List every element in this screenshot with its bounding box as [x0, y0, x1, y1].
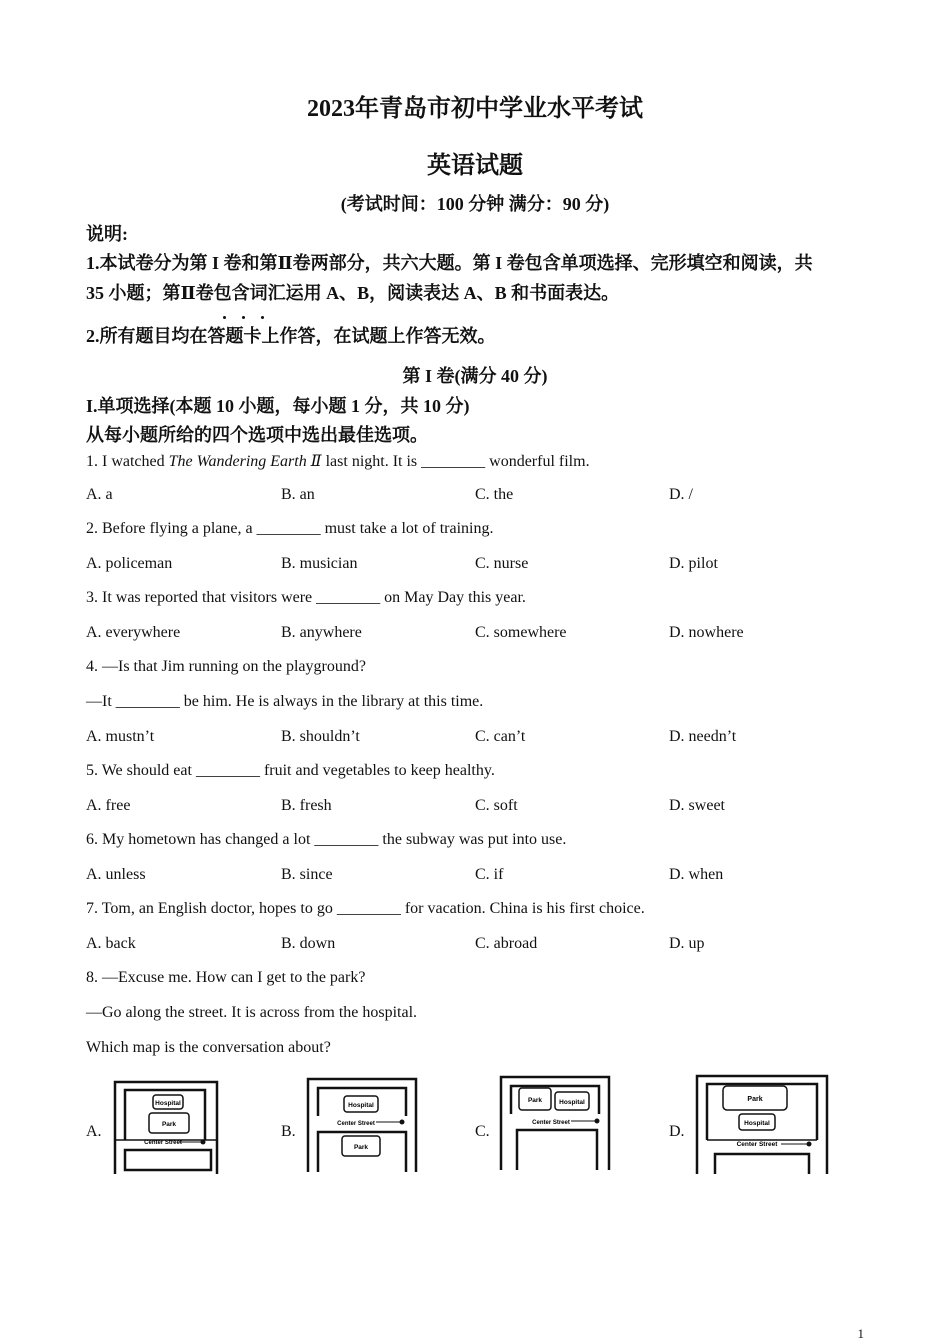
subject-title: 英语试题 — [427, 153, 523, 179]
q2-option-d[interactable]: D. pilot — [669, 555, 718, 572]
q2-option-c[interactable]: C. nurse — [475, 555, 529, 572]
question-4-stem: 4. —Is that Jim running on the playground? — [86, 658, 366, 675]
q7-option-a[interactable]: A. back — [86, 935, 136, 952]
question-3-stem: 3. It was reported that visitors were ________ on May Day this year. — [86, 589, 526, 606]
exam-info: (考试时间：100 分钟 满分：90 分) — [340, 194, 610, 214]
park-label: Park — [353, 1144, 369, 1151]
street-label: Center Street — [337, 1121, 375, 1127]
question-7-stem: 7. Tom, an English doctor, hopes to go ________ for vacation. China is his first choice. — [86, 900, 645, 917]
street-label: Center Street — [736, 1141, 778, 1148]
q8-option-b-label[interactable]: B. — [281, 1123, 296, 1140]
q2-option-a[interactable]: A. policeman — [86, 555, 173, 572]
instruction-1-line-1: 1.本试卷分为第 I 卷和第Ⅱ卷两部分，共六大题。第 I 卷包含单项选择、完形填空和阅读，共 — [86, 253, 813, 273]
section-title: 第 I 卷(满分 40 分) — [402, 366, 548, 386]
q3-option-a[interactable]: A. everywhere — [86, 624, 181, 641]
q8-map-c[interactable] — [497, 1074, 615, 1172]
question-4-stem-2: —It ________ be him. He is always in the library at this time. — [86, 693, 484, 710]
q8-map-b[interactable] — [302, 1076, 420, 1174]
q8-option-c-label[interactable]: C. — [475, 1123, 490, 1140]
hospital-label: Hospital — [744, 1120, 770, 1127]
q1-option-a[interactable]: A. a — [86, 486, 113, 503]
question-1-stem: 1. I watched The Wandering Earth Ⅱ last night. It is ________ wonderful film. — [86, 453, 590, 470]
page-number: 1 — [857, 1326, 864, 1341]
instruction-1-line-2: 35 小题；第Ⅱ卷包含词汇运用 A、B，阅读表达 A、B 和书面表达。 — [86, 283, 620, 303]
q4-option-a[interactable]: A. mustn’t — [86, 728, 155, 745]
question-8-stem-3: Which map is the conversation about? — [86, 1039, 331, 1056]
q1-option-d[interactable]: D. / — [669, 486, 693, 503]
q5-option-d[interactable]: D. sweet — [669, 797, 725, 814]
q4-option-d[interactable]: D. needn’t — [669, 728, 737, 745]
q6-option-d[interactable]: D. when — [669, 866, 724, 883]
park-label: Park — [747, 1096, 763, 1103]
park-label: Park — [161, 1121, 177, 1128]
q7-option-b[interactable]: B. down — [281, 935, 336, 952]
instruction-2: 2.所有题目均在答题卡上作答，在试题上作答无效。 — [86, 326, 496, 346]
q4-option-c[interactable]: C. can’t — [475, 728, 526, 745]
hospital-label: Hospital — [155, 1100, 181, 1107]
q8-option-a-label[interactable]: A. — [86, 1123, 102, 1140]
park-label: Park — [527, 1097, 543, 1104]
q6-option-b[interactable]: B. since — [281, 866, 333, 883]
question-8-stem: 8. —Excuse me. How can I get to the park? — [86, 969, 366, 986]
street-label: Center Street — [532, 1120, 570, 1126]
q3-option-b[interactable]: B. anywhere — [281, 624, 362, 641]
q3-option-c[interactable]: C. somewhere — [475, 624, 567, 641]
street-label: Center Street — [144, 1140, 182, 1146]
exam-title: 2023年青岛市初中学业水平考试 — [307, 96, 643, 122]
q8-option-d-label[interactable]: D. — [669, 1123, 685, 1140]
q4-option-b[interactable]: B. shouldn’t — [281, 728, 360, 745]
q5-option-b[interactable]: B. fresh — [281, 797, 332, 814]
part-title: I.单项选择(本题 10 小题，每小题 1 分，共 10 分) — [86, 396, 470, 416]
question-5-stem: 5. We should eat ________ fruit and vegetables to keep healthy. — [86, 762, 495, 779]
q8-map-a[interactable] — [105, 1078, 223, 1176]
hospital-label: Hospital — [559, 1099, 585, 1106]
q5-option-a[interactable]: A. free — [86, 797, 131, 814]
q6-option-a[interactable]: A. unless — [86, 866, 146, 883]
hospital-label: Hospital — [348, 1102, 374, 1109]
q7-option-d[interactable]: D. up — [669, 935, 705, 952]
q7-option-c[interactable]: C. abroad — [475, 935, 538, 952]
part-direction: 从每小题所给的四个选项中选出最佳选项。 — [86, 425, 428, 445]
instructions-label: 说明: — [86, 224, 128, 244]
q1-option-b[interactable]: B. an — [281, 486, 315, 503]
q1-option-c[interactable]: C. the — [475, 486, 514, 503]
q3-option-d[interactable]: D. nowhere — [669, 624, 744, 641]
question-2-stem: 2. Before flying a plane, a ________ must take a lot of training. — [86, 520, 494, 537]
q2-option-b[interactable]: B. musician — [281, 555, 358, 572]
q6-option-c[interactable]: C. if — [475, 866, 504, 883]
q5-option-c[interactable]: C. soft — [475, 797, 518, 814]
q8-map-d[interactable] — [693, 1074, 831, 1174]
question-8-stem-2: —Go along the street. It is across from the hospital. — [86, 1004, 418, 1021]
question-6-stem: 6. My hometown has changed a lot ________ the subway was put into use. — [86, 831, 567, 848]
